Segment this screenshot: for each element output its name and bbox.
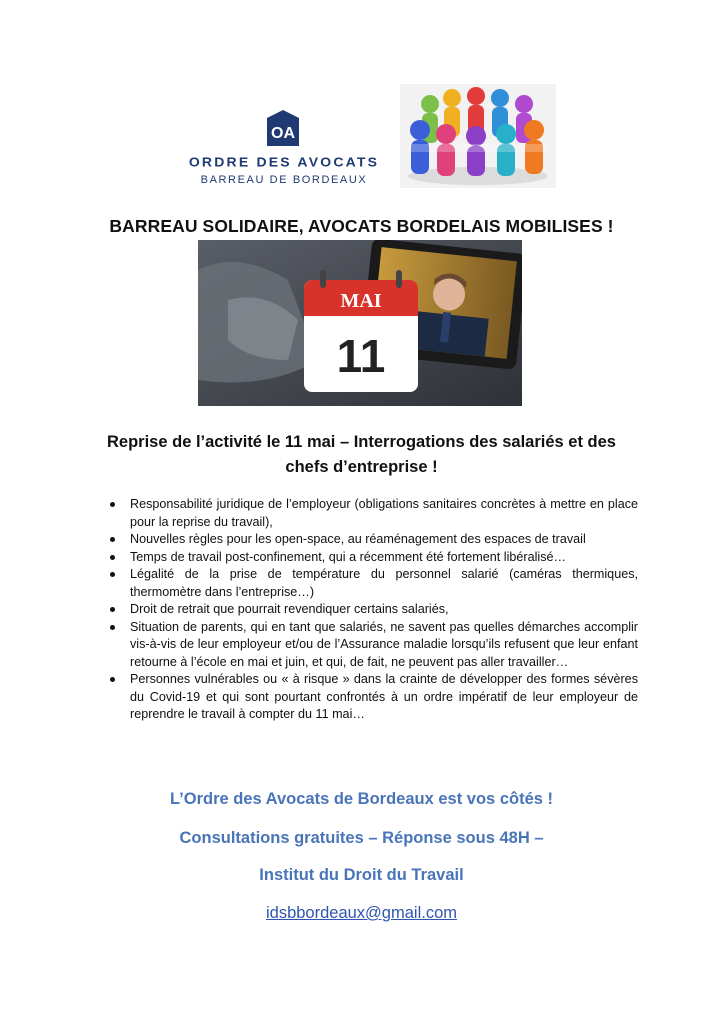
list-item: Temps de travail post-confinement, qui a récemment été fortement libéralisé… — [108, 549, 638, 567]
section-subtitle — [60, 430, 663, 480]
calendar-photo — [198, 240, 522, 406]
calendar-month: MAI — [340, 290, 382, 312]
list-item: Personnes vulnérables ou « à risque » dans la crainte de développer des formes sévères du Covid-19 et qui sont pourtant confrontés à un ordre impératif de leur employeur de reprendre le travail à compter du 11 mai… — [108, 671, 638, 724]
subtitle-line-2: chefs d’entreprise ! — [285, 458, 438, 476]
org-name: ORDRE DES AVOCATS — [188, 154, 380, 170]
contact-email-link[interactable]: idsbbordeaux@gmail.com — [265, 904, 457, 922]
cta-consultations-line: Consultations gratuites – Réponse sous 48H – — [179, 829, 544, 847]
list-item: Responsabilité juridique de l’employeur (obligations sanitaires concrètes à mettre en place pour la reprise du travail), — [108, 496, 638, 531]
list-item: Situation de parents, qui en tant que salariés, ne savent pas quelles démarches accomplir vis-à-vis de leur employeur et/ou de l’Assurance maladie lorsqu’ils refusent que leur enfant retourne à l’école en mai et juin, et qui, de fait, ne peuvent pas aller travailler… — [108, 619, 638, 672]
people-circle-icon — [400, 84, 556, 188]
issues-list — [108, 496, 638, 724]
org-subtitle: BARREAU DE BORDEAUX — [200, 174, 368, 186]
oa-logo-icon — [264, 108, 302, 148]
list-item: Nouvelles règles pour les open-space, au réaménagement des espaces de travail — [108, 531, 638, 549]
list-item: Droit de retrait que pourrait revendiquer certains salariés, — [108, 601, 638, 619]
subtitle-line-1: Reprise de l’activité le 11 mai – Interrogations des salariés et des — [107, 433, 616, 451]
cta-institute-line: Institut du Droit du Travail — [259, 866, 464, 884]
calendar-icon — [304, 270, 418, 392]
main-title: BARREAU SOLIDAIRE, AVOCATS BORDELAIS MOBILISES ! — [109, 216, 614, 236]
calendar-day: 11 — [336, 330, 386, 382]
logo-mark-text: OA — [271, 125, 295, 142]
cta-support-line: L’Ordre des Avocats de Bordeaux est vos côtés ! — [170, 790, 553, 808]
list-item: Légalité de la prise de température du personnel salarié (caméras thermiques, thermomètre dans l’entreprise…) — [108, 566, 638, 601]
bar-association-logo — [168, 108, 400, 188]
